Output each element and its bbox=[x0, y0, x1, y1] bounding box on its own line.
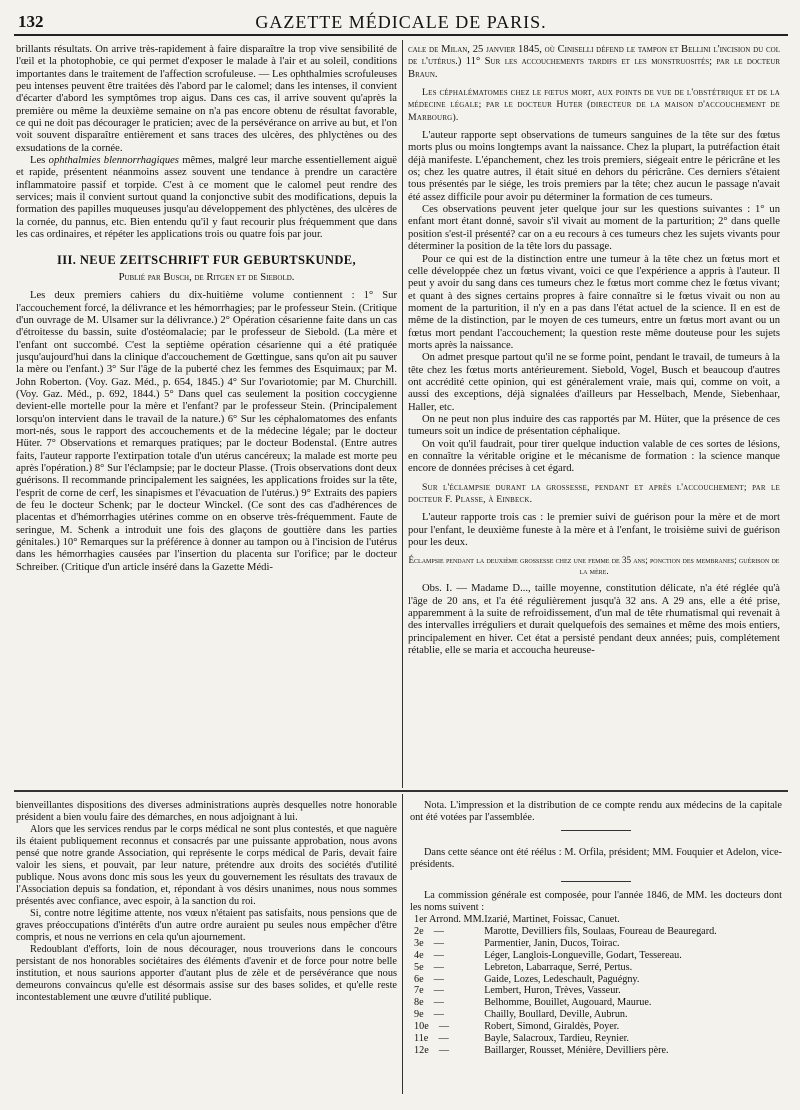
column-divider bbox=[402, 794, 403, 1094]
paragraph: Dans cette séance ont été réélus : M. Orfila, président; MM. Fouquier et Adelon, vice-présidents. bbox=[410, 847, 782, 870]
paragraph: La commission générale est composée, pour l'année 1846, de MM. les docteurs dont les noms suivent : bbox=[410, 890, 782, 913]
paragraph bbox=[16, 155, 397, 241]
section-heading: III. NEUE ZEITSCHRIFT FUR GEBURTSKUNDE, bbox=[56, 252, 357, 267]
emphasis: ophthalmies blennorrhagiques bbox=[48, 155, 179, 167]
commission-row bbox=[410, 974, 782, 986]
paragraph: Pour ce qui est de la distinction entre une tumeur à la tête chez un fœtus mort et celle développée chez un fœtus vivant, voici ce que l'expérience a appris à l'auteur. Il peut y avoir du sang dans ces tumeurs chez le fœtus mort comme chez le fœtus vivant; et quant à des signes certains propres à faire connaître si le fœtus vivait ou non au moment de la parturition, il n'y en a pas dans l'état actuel de la science. Il en est de même de la distinction, par le moyen de ces tumeurs, entre un fœtus mort avant ou un fœtus mort pendant l'accouchement; la question reste même douteuse pour les sujets morts après la naissance. bbox=[408, 253, 780, 351]
commission-row bbox=[410, 1033, 782, 1045]
commission-row bbox=[410, 962, 782, 974]
commission-rows bbox=[410, 914, 782, 1057]
paragraph: Alors que les services rendus par le corps médical ne sont plus contestés, et que naguère ils étaient publiquement reconnus et consacrés par une puissante approbation, nous avons pensé que notre grande Association, qui représente le corps médical de Paris, devait faire valoir les siens, et pouvait, par leur nature, prétendre aux droits des sociétés d'utilité publique. Nous avons donc mis sous les yeux du gouvernement les résultats des travaux de l'Association depuis sa fondation, et, répondant à vos désirs unanimes, nous nous sommes présentés avec confiance, avec espoir, à la sanction du roi. bbox=[16, 824, 397, 907]
article-rubric: Sur l'éclampsie durant la grossesse, pendant et après l'accouchement; par le docteur F. Plasse, à Einbeck. bbox=[408, 481, 780, 506]
commission-row bbox=[410, 938, 782, 950]
arrondissement: 2e — bbox=[414, 925, 444, 937]
commission-row bbox=[410, 1009, 782, 1021]
bottom-left-column bbox=[16, 800, 397, 1080]
doctor-names: Gaide, Lozes, Ledeschault, Paguégny. bbox=[484, 973, 640, 985]
paragraph: brillants résultats. On arrive très-rapidement à faire disparaître la trop vive sensibilité de l'œil et la photophobie, ce qui permet d'exposer le malade à l'air et au soleil, conditions importantes dans le traitement de l'affection scrofuleuse. — Les ophthalmies scrofuleuses peu intenses peuvent être traitées dès l'abord par le calomel; dans les intenses, il convient d'écarter d'abord les symptômes trop aigus. Dans ces cas, il arrive souvent qu'après la première ou même la deuxième semaine on n'a pas encore obtenu de résultat favorable, ce qui ne doit pas décourager le praticien; avec de la persévérance on arrive au but, et l'on voit souvent disparaître entièrement et sans traces des ulcères, des phlyctènes ou des exsudations de la cornée. bbox=[16, 44, 397, 154]
section-subtitle: Publié par Busch, de Ritgen et de Siebold. bbox=[118, 271, 295, 283]
paragraph: On admet presque partout qu'il ne se forme point, pendant le travail, de tumeurs à la tête chez les fœtus morts antérieurement. Siebold, Vogel, Busch et beaucoup d'autres ont accrédité cette opinion, qui est généralement vraie, mais qui, comme on voit, a aussi des exceptions, déjà signalées d'ailleurs par Hesselbach, Mende, Siebenhaar, Haller, etc. bbox=[408, 352, 780, 413]
paragraph: Ces observations peuvent jeter quelque jour sur les questions suivantes : 1° un enfant mort étant donné, savoir s'il vivait au moment de la parturition; 2° dans quelle position s'est-il présenté? car on a eu recours à ces tumeurs chez les sujets vivants pour déterminer la position de la tête lors du passage. bbox=[408, 204, 780, 253]
paragraph: L'auteur rapporte trois cas : le premier suivi de guérison pour la mère et de mort pour l'enfant, le deuxième funeste à la mère et à l'enfant, le troisième suivi de guérison pour les deux. bbox=[408, 512, 780, 549]
doctor-names: Lebreton, Labarraque, Serré, Pertus. bbox=[484, 961, 633, 973]
doctor-names: Bayle, Salacroux, Tardieu, Reynier. bbox=[484, 1033, 629, 1045]
arrondissement: 3e — bbox=[414, 937, 444, 949]
paragraph: Obs. I. — Madame D..., taille moyenne, constitution délicate, n'a été réglée qu'à l'âge de 20 ans, et l'a été régulièrement jusqu'à 32 ans. A 29 ans, elle a été prise, apparemment à la suite de refroidissement, d'un mal de tête rhumatismal qui revenait à des intervalles irréguliers et durait quelquefois des semaines et même des mois entiers, principalement en hiver. Cet état a persisté pendant deux années; puis, complétement rétablie, elle se maria et accoucha heureuse- bbox=[408, 583, 780, 657]
doctor-names: Izarié, Martinet, Foissac, Canuet. bbox=[484, 914, 620, 925]
arrondissement: 6e — bbox=[414, 973, 444, 985]
doctor-names: Baillarger, Rousset, Ménière, Devilliers père. bbox=[484, 1044, 669, 1056]
bottom-right-column bbox=[410, 800, 782, 1100]
commission-row bbox=[410, 914, 782, 926]
section-divider bbox=[14, 790, 788, 792]
paragraph: Les deux premiers cahiers du dix-huitième volume contiennent : 1° Sur l'accouchement forcé, la délivrance et les hémorrhagies; par le professeur Stein. (Critique d'un ouvrage de M. Ulsamer sur la délivrance.) 2° Opération césarienne faite dans un cas d'étroitesse du bassin, suite d'ostéomalacie; par le professeur de Siebold. (La mère et l'enfant ont succombé. C'est la septième opération césarienne qui a été pratiquée jusqu'aujourd'hui dans la clinique d'accouchement de Gœttingue, sans qu'on ait pu sauver la mère ou l'enfant.) 3° Sur l'âge de la puberté chez les femmes des Esquimaux; par M. John Roberton. (Voy. Gaz. Méd., p. 654, 1845.) 4° Sur l'ovariotomie; par M. Churchill. (Voy. Gaz. Méd., p. 692, 1844.) 5° Dans quel cas seulement la position coccygienne devient-elle mortelle pour la mère et l'enfant? par le professeur Stein. (Principalement lorsqu'on intervient dans le travail de la nature.) 6° Sur les céphalomatomes des enfants mort-nés, sous le rapport des accouchements et de la médecine légale; par le docteur Hüter. 7° Observations et remarques pratiques; par le docteur Bodenstal. (Entre autres faits, l'auteur rapporte l'extirpation totale d'un utérus cancéreux; la malade est morte peu après l'opération.) 8° Sur l'éclampsie; par le docteur Plasse. (Trois observations dont deux guérisons. Il recommande principalement les saignées, les applications froides sur la tête, l'esprit de corne de cerf, les sinapismes et l'évacuation de l'utérus.) 9° Extraits des papiers de feu le docteur Schenk; par le docteur Winckel. (Ce sont des cas d'adhérences de placentas et d'hémorrhagies utérines comme on en observe très-fréquemment. Faute de seringue, M. Schenk a introduit une fois des glaçons de gouttière dans les parties génitales.) 10° Remarques sur la préférence à donner au tampon ou à l'incision de l'utérus dans les hémorrhagies causées par l'insertion du placenta sur l'orifice; par le docteur Schreiber. (Critique d'un article inséré dans la Gazette Médi- bbox=[16, 290, 397, 573]
doctor-names: Belhomme, Bouillet, Augouard, Maurue. bbox=[484, 997, 652, 1009]
paragraph: bienveillantes dispositions des diverses administrations auprès desquelles notre honorable président a bien voulu faire des démarches, en nous adjoignant à lui. bbox=[16, 800, 397, 823]
doctor-names: Parmentier, Janin, Ducos, Toirac. bbox=[484, 937, 620, 949]
arrondissement: 9e — bbox=[414, 1009, 444, 1021]
arrondissement: 10e — bbox=[414, 1021, 450, 1033]
short-rule bbox=[561, 830, 631, 831]
nota-paragraph: Nota. L'impression et la distribution de ce compte rendu aux médecins de la capitale ont été votées par l'assemblée. bbox=[410, 800, 782, 823]
paragraph: L'auteur rapporte sept observations de tumeurs sanguines de la tête sur des fœtus morts plus ou moins longtemps avant la naissance. Chez la plupart, la putréfaction était déjà manifeste. L'épanchement, chez les trois premiers, siégeait entre le péricrâne et les os; chez les quatre autres, il était situé en dehors du péricrâne. Ces derniers s'étaient tous présentés par le siége, les trois premiers par la tête; chez aucun le passage n'avait été assez difficile pour avoir pu déterminer la formation de ces tumeurs. bbox=[408, 130, 780, 203]
case-heading: Éclampsie pendant la deuxième grossesse chez une femme de 35 ans; ponction des membranes; guérison de la mère. bbox=[408, 555, 780, 577]
journal-title: GAZETTE MÉDICALE DE PARIS. bbox=[255, 12, 547, 32]
paragraph: Redoublant d'efforts, loin de nous décourager, nous trouverions dans le concours persistant de nos honorables sociétaires des éléments d'avenir et de force pour notre belle institution, et nous saurions apporter d'autant plus de zèle et de persévérance que nous demeurons convaincus qu'elle est désormais assise sur des bases solides, et qu'elle reste incontestablement une œuvre d'utilité publique. bbox=[16, 944, 397, 1003]
arrondissement: 5e — bbox=[414, 961, 444, 973]
commission-row bbox=[410, 1021, 782, 1033]
arrondissement: 8e — bbox=[414, 997, 444, 1009]
doctor-names: Léger, Langlois-Longueville, Godart, Tessereau. bbox=[484, 949, 682, 961]
page-number: 132 bbox=[18, 12, 44, 31]
commission-row bbox=[410, 997, 782, 1009]
article-rubric: Les céphalématomes chez le fœtus mort, aux points de vue de l'obstétrique et de la médecine légale; par le docteur Huter (directeur de la maison d'accouchement de Marbourg). bbox=[408, 87, 780, 123]
arrondissement: 12e — bbox=[414, 1044, 450, 1056]
paragraph: On ne peut non plus induire des cas rapportés par M. Hüter, que la présence de ces tumeurs soit un indice de présentation céphalique. bbox=[408, 413, 780, 438]
right-column bbox=[408, 44, 780, 784]
page-header bbox=[14, 10, 788, 36]
commission-row bbox=[410, 1045, 782, 1057]
short-rule bbox=[561, 881, 631, 882]
commission-row bbox=[410, 950, 782, 962]
arrondissement: 1er Arrond. MM. bbox=[414, 914, 485, 925]
paragraph-rest: mêmes, malgré leur marche essentiellement aiguë et rapide, présentent néanmoins assez souvent une tendance à prendre un caractère inflammatoire passif et torpide. C'est à ce moment que le calomel peut rendre des services; mais il convient surtout quand la conjonctive subit des modifications, depuis la formation des papilles muqueuses jusqu'au développement des phlyctènes, des ulcères de la cornée, du pannus, etc. Bien entendu qu'il y faut recourir plus fréquemment que dans les cas ordinaires, et répéter les applications trois ou quatre fois par jour. bbox=[16, 155, 397, 241]
arrondissement: 11e — bbox=[414, 1033, 449, 1045]
paragraph: cale de Milan, 25 janvier 1845, où Ciniselli défend le tampon et Bellini l'incision du col de l'utérus.) 11° Sur les accouchements tardifs et les monstruosités; par le docteur Braun. bbox=[408, 44, 780, 80]
column-divider bbox=[402, 40, 403, 788]
paragraph-lead: Les bbox=[30, 155, 49, 167]
doctor-names: Chailly, Boullard, Deville, Aubrun. bbox=[484, 1009, 628, 1021]
commission-row bbox=[410, 985, 782, 997]
commission-row bbox=[410, 926, 782, 938]
paragraph: On voit qu'il faudrait, pour tirer quelque induction valable de ces sortes de lésions, en connaître la véritable origine et le mécanisme de formation : la science manque encore de données précises à cet égard. bbox=[408, 438, 780, 475]
doctor-names: Marotte, Devilliers fils, Soulaas, Foureau de Beauregard. bbox=[484, 925, 717, 937]
arrondissement: 4e — bbox=[414, 949, 444, 961]
doctor-names: Robert, Simond, Giraldès, Poyer. bbox=[484, 1021, 620, 1033]
arrondissement: 7e — bbox=[414, 985, 444, 997]
commission-table bbox=[410, 914, 782, 1057]
doctor-names: Lembert, Huron, Trèves, Vasseur. bbox=[484, 985, 621, 997]
paragraph: Si, contre notre légitime attente, nos vœux n'étaient pas satisfaits, nous pensions que de graves préoccupations d'intérêts d'un autre ordre auraient pu seules nous empêcher d'être compris, et nous ne verrions en cela qu'un ajournement. bbox=[16, 908, 397, 943]
left-column bbox=[16, 44, 397, 784]
